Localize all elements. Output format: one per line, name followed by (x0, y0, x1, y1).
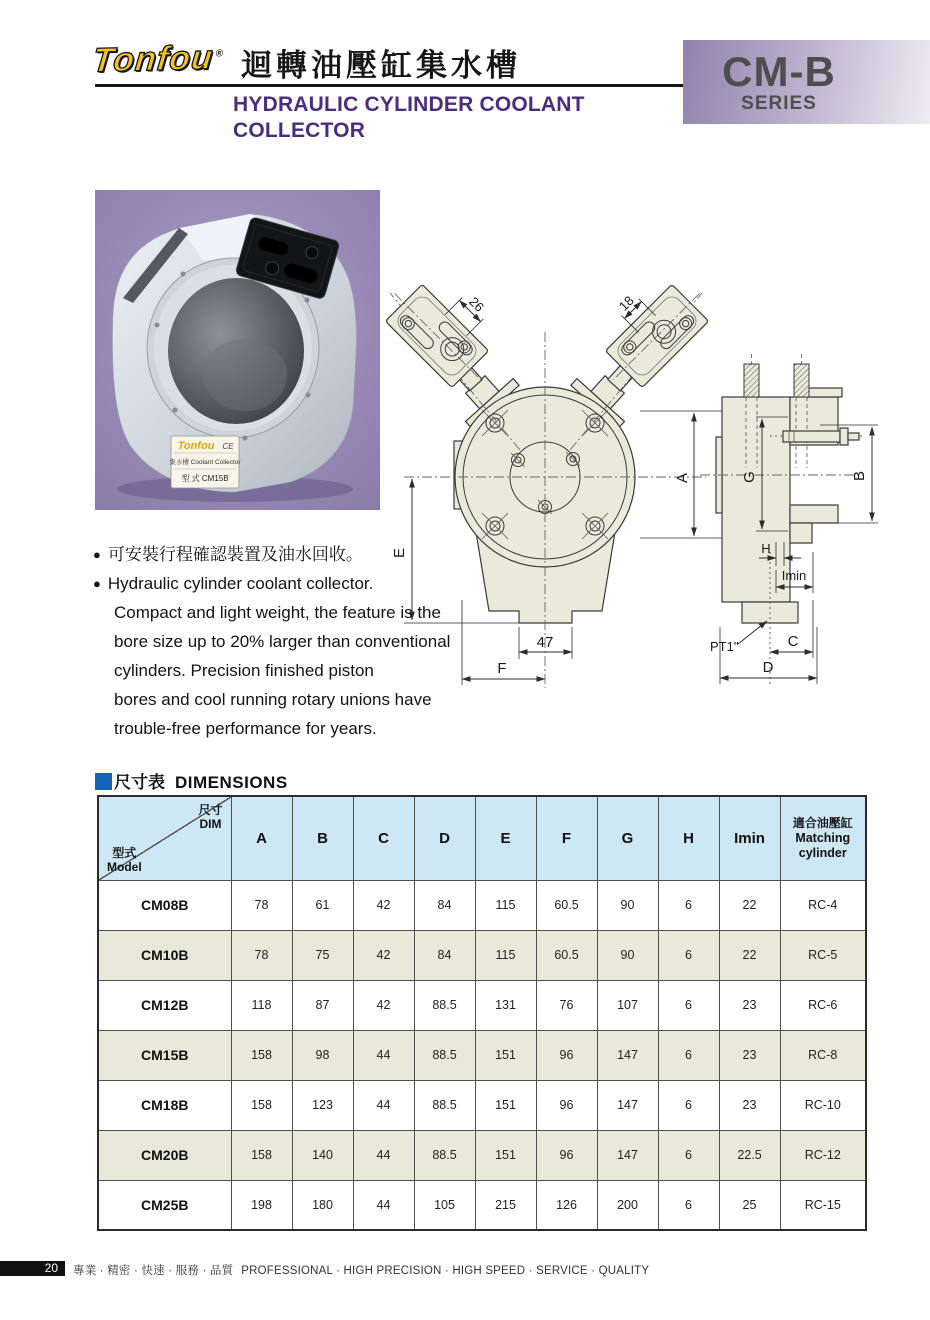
value-cell: 42 (353, 880, 414, 930)
series-model: CM-B (722, 47, 836, 95)
feature-list (93, 540, 451, 743)
value-cell: 105 (414, 1180, 475, 1230)
corner-model-cn: 型式 (112, 845, 137, 860)
col-header-a: A (231, 796, 292, 880)
value-cell: 90 (597, 930, 658, 980)
value-cell: 90 (597, 880, 658, 930)
footer-slogan (73, 1262, 649, 1278)
dim-label-e: E (391, 547, 408, 559)
product-label (169, 436, 241, 488)
value-cell: 151 (475, 1130, 536, 1180)
dim-label-f: F (497, 660, 507, 677)
dim-label-c: C (787, 633, 799, 650)
model-cell: CM08B (98, 880, 231, 930)
page-title-english-line1: HYDRAULIC CYLINDER COOLANT (233, 93, 585, 116)
value-cell: 151 (475, 1080, 536, 1130)
matching-cell: RC-12 (780, 1130, 866, 1180)
value-cell: 25 (719, 1180, 780, 1230)
col-header-d: D (414, 796, 475, 880)
value-cell: 215 (475, 1180, 536, 1230)
value-cell: 98 (292, 1030, 353, 1080)
value-cell: 6 (658, 1080, 719, 1130)
table-corner-cell (98, 796, 231, 880)
value-cell: 96 (536, 1130, 597, 1180)
dimensions-heading (95, 768, 288, 793)
corner-dim-cn: 尺寸 (198, 803, 223, 817)
page-number-bar (0, 1261, 65, 1276)
value-cell: 147 (597, 1130, 658, 1180)
value-cell: 44 (353, 1030, 414, 1080)
dimensions-table (97, 795, 867, 1231)
page-title-english (233, 92, 585, 144)
value-cell: 88.5 (414, 980, 475, 1030)
value-cell: 147 (597, 1080, 658, 1130)
table-header-row (98, 796, 866, 880)
corner-dim-en: DIM (199, 817, 222, 831)
value-cell: 88.5 (414, 1080, 475, 1130)
series-badge (683, 40, 930, 124)
value-cell: 78 (231, 930, 292, 980)
value-cell: 96 (536, 1080, 597, 1130)
value-cell: 115 (475, 930, 536, 980)
value-cell: 61 (292, 880, 353, 930)
value-cell: 6 (658, 930, 719, 980)
feature-text-en-4: cylinders. Precision finished piston (114, 661, 374, 680)
callout-pt1 (710, 621, 767, 654)
corner-model-en: Model (107, 859, 142, 874)
value-cell: 6 (658, 1180, 719, 1230)
bullet-icon: ● (93, 547, 101, 562)
dim-label-d: D (762, 659, 774, 676)
table-row (98, 1030, 866, 1080)
dim-d (720, 627, 817, 684)
label-product-line: 集水槽 Coolant Collector (169, 459, 241, 466)
label-model-line: 型 式 CM15B (181, 474, 229, 483)
table-row (98, 1180, 866, 1230)
matching-cell: RC-8 (780, 1030, 866, 1080)
table-row (98, 880, 866, 930)
value-cell: 200 (597, 1180, 658, 1230)
matching-cell: RC-4 (780, 880, 866, 930)
value-cell: 123 (292, 1080, 353, 1130)
dim-label-b: B (851, 470, 868, 482)
feature-text-en-6: trouble-free performance for years. (114, 719, 377, 738)
matching-header-en2: cylinder (798, 845, 847, 860)
feature-text-en-3: bore size up to 20% larger than conventional (114, 632, 451, 651)
col-header-g: G (597, 796, 658, 880)
dimensions-heading-en: DIMENSIONS (175, 773, 288, 792)
dim-label-47: 47 (536, 634, 554, 651)
dim-a (640, 411, 725, 538)
col-header-b: B (292, 796, 353, 880)
value-cell: 60.5 (536, 880, 597, 930)
value-cell: 22 (719, 880, 780, 930)
matching-cell: RC-10 (780, 1080, 866, 1130)
dim-47 (519, 627, 572, 659)
brand-logo (91, 38, 225, 80)
col-header-matching (780, 796, 866, 880)
product-photo (95, 190, 380, 510)
model-cell: CM12B (98, 980, 231, 1030)
value-cell: 42 (353, 930, 414, 980)
brand-logo-text: Tonfou (91, 38, 215, 80)
feature-text-cn: 可安裝行程確認裝置及油水回收。 (107, 545, 363, 564)
footer-slogan-en: PROFESSIONAL · HIGH PRECISION · HIGH SPEED · SERVICE · QUALITY (241, 1265, 650, 1277)
col-header-c: C (353, 796, 414, 880)
model-cell: CM18B (98, 1080, 231, 1130)
value-cell: 6 (658, 980, 719, 1030)
value-cell: 126 (536, 1180, 597, 1230)
value-cell: 23 (719, 980, 780, 1030)
series-label: SERIES (741, 92, 817, 114)
value-cell: 60.5 (536, 930, 597, 980)
value-cell: 147 (597, 1030, 658, 1080)
model-cell: CM25B (98, 1180, 231, 1230)
value-cell: 151 (475, 1030, 536, 1080)
value-cell: 84 (414, 930, 475, 980)
col-header-f: F (536, 796, 597, 880)
matching-header-en1: Matching (795, 830, 851, 845)
value-cell: 22 (719, 930, 780, 980)
value-cell: 88.5 (414, 1130, 475, 1180)
feature-bullet-cn (93, 540, 423, 569)
dim-label-g: G (741, 471, 758, 483)
value-cell: 131 (475, 980, 536, 1030)
dim-label-pt1: PT1" (710, 639, 739, 654)
dimensions-heading-cn: 尺寸表 (114, 773, 165, 792)
value-cell: 158 (231, 1080, 292, 1130)
value-cell: 23 (719, 1080, 780, 1130)
value-cell: 44 (353, 1130, 414, 1180)
value-cell: 158 (231, 1130, 292, 1180)
side-bolt (770, 428, 862, 445)
value-cell: 87 (292, 980, 353, 1030)
value-cell: 140 (292, 1130, 353, 1180)
technical-drawings (378, 268, 930, 718)
label-brand: Tonfou (177, 440, 215, 452)
heading-square-icon (95, 773, 112, 790)
table-row (98, 930, 866, 980)
value-cell: 158 (231, 1030, 292, 1080)
matching-cell: RC-6 (780, 980, 866, 1030)
value-cell: 6 (658, 1130, 719, 1180)
footer-slogan-cn: 專業 · 精密 · 快速 · 服務 · 品質 (73, 1265, 234, 1277)
page-title-chinese: 迴轉油壓缸集水槽 (241, 48, 521, 83)
feature-bullet-en (93, 569, 423, 598)
value-cell: 78 (231, 880, 292, 930)
feature-text-en-1: Hydraulic cylinder coolant collector. (107, 574, 374, 593)
value-cell: 75 (292, 930, 353, 980)
value-cell: 44 (353, 1080, 414, 1130)
matching-cell: RC-5 (780, 930, 866, 980)
col-header-e: E (475, 796, 536, 880)
right-union-plate (595, 275, 718, 398)
value-cell: 96 (536, 1030, 597, 1080)
value-cell: 198 (231, 1180, 292, 1230)
value-cell: 115 (475, 880, 536, 930)
value-cell: 44 (353, 1180, 414, 1230)
model-cell: CM20B (98, 1130, 231, 1180)
value-cell: 6 (658, 1030, 719, 1080)
registered-mark: ® (214, 47, 225, 60)
feature-text-en-5: bores and cool running rotary unions have (114, 690, 432, 709)
page-number: 20 (44, 1261, 58, 1275)
col-header-imin: Imin (719, 796, 780, 880)
value-cell: 180 (292, 1180, 353, 1230)
value-cell: 76 (536, 980, 597, 1030)
dim-label-h: H (761, 541, 771, 556)
side-view (700, 354, 878, 684)
model-cell: CM10B (98, 930, 231, 980)
value-cell: 88.5 (414, 1030, 475, 1080)
bullet-icon: ● (93, 576, 101, 591)
model-cell: CM15B (98, 1030, 231, 1080)
dim-label-a: A (674, 472, 691, 484)
table-row (98, 980, 866, 1030)
value-cell: 107 (597, 980, 658, 1030)
table-row (98, 1080, 866, 1130)
dim-label-18: 18 (615, 292, 637, 314)
value-cell: 23 (719, 1030, 780, 1080)
feature-text-en-2: Compact and light weight, the feature is the (114, 603, 441, 622)
page-title-english-line2: COLLECTOR (233, 119, 366, 142)
dim-label-26: 26 (466, 293, 488, 315)
value-cell: 118 (231, 980, 292, 1030)
matching-cell: RC-15 (780, 1180, 866, 1230)
value-cell: 6 (658, 880, 719, 930)
dim-label-imin: Imin (781, 568, 807, 583)
label-ce-mark: CE (222, 442, 234, 451)
value-cell: 84 (414, 880, 475, 930)
matching-header-cn: 適合油壓缸 (792, 815, 853, 830)
value-cell: 22.5 (719, 1130, 780, 1180)
col-header-h: H (658, 796, 719, 880)
header-divider (95, 84, 683, 87)
value-cell: 42 (353, 980, 414, 1030)
table-row (98, 1130, 866, 1180)
